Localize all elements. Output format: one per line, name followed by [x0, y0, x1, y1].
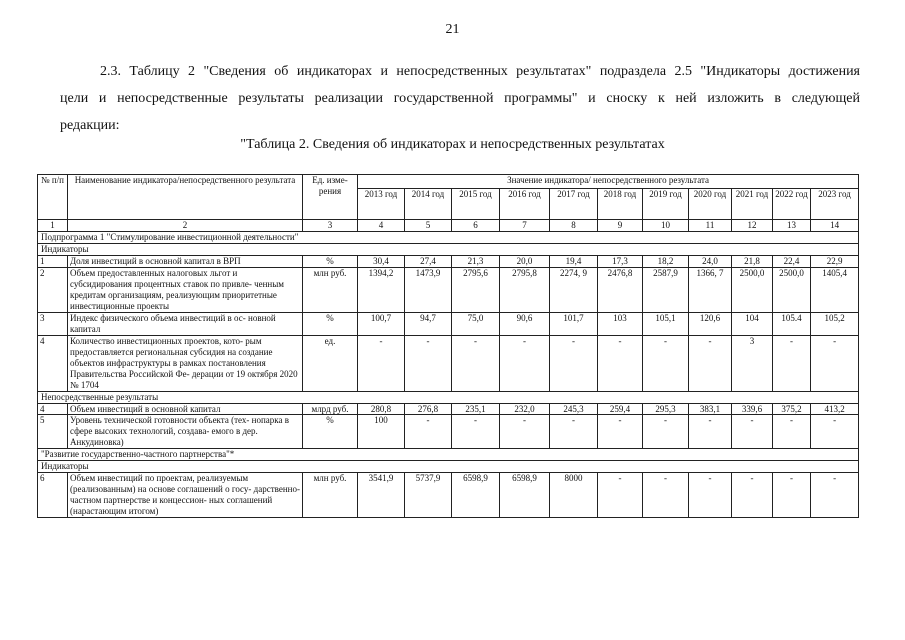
value-cell: -	[550, 415, 598, 449]
col-number: 3	[303, 220, 358, 232]
value-cell: 375,2	[773, 403, 811, 415]
indicator-name: Уровень технической готовности объекта (тех- нопарка в сфере высоких технологий, создава- емого в дер. Анкудиновка)	[68, 415, 303, 449]
indicator-name: Доля инвестиций в основной капитал в ВРП	[68, 255, 303, 267]
value-cell: 94,7	[405, 312, 452, 335]
unit: млн руб.	[303, 473, 358, 518]
value-cell: 3	[732, 335, 773, 391]
value-cell: 413,2	[811, 403, 859, 415]
table-row	[38, 312, 859, 335]
value-cell: 2500,0	[732, 267, 773, 312]
section-row	[38, 231, 859, 243]
section-row	[38, 449, 859, 461]
indicator-name: Объем инвестиций по проектам, реализуемым (реализованным) на основе соглашений о госу- дарственно-частном партнерстве и концессион- ных соглашений (нарастающим итогом)	[68, 473, 303, 518]
row-number: 4	[38, 335, 68, 391]
table-row	[38, 403, 859, 415]
page-number: 21	[445, 22, 460, 37]
year-2017: 2017 год	[550, 189, 598, 220]
value-cell: 2795,6	[452, 267, 500, 312]
value-cell: 2476,8	[598, 267, 643, 312]
value-cell: -	[452, 415, 500, 449]
year-2013: 2013 год	[358, 189, 405, 220]
value-cell: 104	[732, 312, 773, 335]
col-number: 9	[598, 220, 643, 232]
value-cell: 245,3	[550, 403, 598, 415]
col-number: 1	[38, 220, 68, 232]
row-number: 6	[38, 473, 68, 518]
value-cell: 276,8	[405, 403, 452, 415]
header-num: № п/п	[38, 175, 68, 220]
value-cell: 1366, 7	[689, 267, 732, 312]
value-cell: -	[811, 335, 859, 391]
value-cell: 75,0	[452, 312, 500, 335]
indicator-name: Объем предоставленных налоговых льгот и субсидирования процентных ставок по привле- ченным кредитам организациям, реализующим приоритетные инвестиционные проекты	[68, 267, 303, 312]
value-cell: -	[500, 335, 550, 391]
col-number: 14	[811, 220, 859, 232]
section-indicators: Индикаторы	[38, 243, 859, 255]
value-cell: -	[598, 335, 643, 391]
value-cell: -	[598, 415, 643, 449]
unit: ед.	[303, 335, 358, 391]
section-row	[38, 391, 859, 403]
value-cell: 105,2	[811, 312, 859, 335]
value-cell: 21,8	[732, 255, 773, 267]
header-row-1	[38, 175, 859, 189]
unit: млн руб.	[303, 267, 358, 312]
value-cell: 120,6	[689, 312, 732, 335]
section-ppp: "Развитие государственно-частного партнерства"*	[38, 449, 859, 461]
year-2021: 2021 год	[732, 189, 773, 220]
value-cell: -	[773, 335, 811, 391]
row-number: 4	[38, 403, 68, 415]
table-row	[38, 415, 859, 449]
value-cell: 1394,2	[358, 267, 405, 312]
value-cell: 2274, 9	[550, 267, 598, 312]
column-numbers-row	[38, 220, 859, 232]
value-cell: 5737,9	[405, 473, 452, 518]
row-number: 5	[38, 415, 68, 449]
value-cell: -	[732, 473, 773, 518]
value-cell: 21,3	[452, 255, 500, 267]
col-number: 4	[358, 220, 405, 232]
value-cell: -	[811, 473, 859, 518]
intro-paragraph	[60, 58, 860, 139]
indicator-name: Количество инвестиционных проектов, кото- рым предоставляется региональная субсидия на создание объектов инфраструктуры в рамках постановления Правительства Российской Фе- дерации от 19 октября 2020 № 1704	[68, 335, 303, 391]
intro-line-2: цели и непосредственные результаты реализации государственной программы" и сноску к ней изложить в следующей	[60, 91, 860, 106]
value-cell: -	[550, 335, 598, 391]
value-cell: -	[773, 473, 811, 518]
year-2018: 2018 год	[598, 189, 643, 220]
value-cell: 259,4	[598, 403, 643, 415]
value-cell: -	[732, 415, 773, 449]
year-2016: 2016 год	[500, 189, 550, 220]
col-number: 7	[500, 220, 550, 232]
indicator-name: Объем инвестиций в основной капитал	[68, 403, 303, 415]
value-cell: 280,8	[358, 403, 405, 415]
value-cell: -	[405, 415, 452, 449]
value-cell: 100	[358, 415, 405, 449]
value-cell: 19,4	[550, 255, 598, 267]
value-cell: 30,4	[358, 255, 405, 267]
value-cell: 105,1	[643, 312, 689, 335]
indicator-name: Индекс физического объема инвестиций в ос- новной капитал	[68, 312, 303, 335]
value-cell: 6598,9	[500, 473, 550, 518]
value-cell: -	[358, 335, 405, 391]
col-number: 6	[452, 220, 500, 232]
value-cell: -	[773, 415, 811, 449]
section-row	[38, 243, 859, 255]
value-cell: 235,1	[452, 403, 500, 415]
value-cell: 2500,0	[773, 267, 811, 312]
section-subprogram-1: Подпрограмма 1 "Стимулирование инвестиционной деятельности"	[38, 231, 859, 243]
value-cell: 103	[598, 312, 643, 335]
value-cell: -	[689, 335, 732, 391]
section-row	[38, 461, 859, 473]
value-cell: 2587,9	[643, 267, 689, 312]
value-cell: -	[643, 415, 689, 449]
intro-line-3: редакции:	[60, 118, 120, 133]
col-number: 11	[689, 220, 732, 232]
table-caption: "Таблица 2. Сведения об индикаторах и непосредственных результатах	[240, 137, 665, 152]
header-values: Значение индикатора/ непосредственного результата	[358, 175, 859, 189]
value-cell: 383,1	[689, 403, 732, 415]
value-cell: 17,3	[598, 255, 643, 267]
col-number: 8	[550, 220, 598, 232]
header-name: Наименование индикатора/непосредственного результата	[68, 175, 303, 220]
row-number: 1	[38, 255, 68, 267]
value-cell: -	[598, 473, 643, 518]
value-cell: 295,3	[643, 403, 689, 415]
value-cell: 22,4	[773, 255, 811, 267]
value-cell: 100,7	[358, 312, 405, 335]
value-cell: -	[689, 473, 732, 518]
value-cell: -	[643, 473, 689, 518]
table-row	[38, 335, 859, 391]
col-number: 10	[643, 220, 689, 232]
col-number: 2	[68, 220, 303, 232]
value-cell: 6598,9	[452, 473, 500, 518]
value-cell: 24,0	[689, 255, 732, 267]
col-number: 12	[732, 220, 773, 232]
value-cell: -	[689, 415, 732, 449]
header-unit: Ед. изме- рения	[303, 175, 358, 220]
unit: млрд руб.	[303, 403, 358, 415]
year-2020: 2020 год	[689, 189, 732, 220]
year-2015: 2015 год	[452, 189, 500, 220]
indicators-table	[37, 174, 859, 518]
value-cell: 232,0	[500, 403, 550, 415]
section-indicators-2: Индикаторы	[38, 461, 859, 473]
section-direct-results: Непосредственные результаты	[38, 391, 859, 403]
value-cell: 101,7	[550, 312, 598, 335]
unit: %	[303, 312, 358, 335]
year-2023: 2023 год	[811, 189, 859, 220]
row-number: 2	[38, 267, 68, 312]
value-cell: -	[500, 415, 550, 449]
value-cell: 20,0	[500, 255, 550, 267]
value-cell: 339,6	[732, 403, 773, 415]
value-cell: -	[452, 335, 500, 391]
value-cell: 2795,8	[500, 267, 550, 312]
value-cell: -	[811, 415, 859, 449]
col-number: 5	[405, 220, 452, 232]
value-cell: 1473,9	[405, 267, 452, 312]
value-cell: 22,9	[811, 255, 859, 267]
value-cell: 105.4	[773, 312, 811, 335]
value-cell: 90,6	[500, 312, 550, 335]
value-cell: 1405,4	[811, 267, 859, 312]
table-row	[38, 267, 859, 312]
intro-line-1: 2.3. Таблицу 2 "Сведения об индикаторах и непосредственных результатах" подраздела 2.5 "Индикаторы достижения	[100, 64, 860, 79]
value-cell: -	[405, 335, 452, 391]
unit: %	[303, 415, 358, 449]
col-number: 13	[773, 220, 811, 232]
year-2022: 2022 год	[773, 189, 811, 220]
table-row	[38, 473, 859, 518]
value-cell: 8000	[550, 473, 598, 518]
value-cell: 3541,9	[358, 473, 405, 518]
value-cell: -	[643, 335, 689, 391]
row-number: 3	[38, 312, 68, 335]
year-2019: 2019 год	[643, 189, 689, 220]
year-2014: 2014 год	[405, 189, 452, 220]
table-row	[38, 255, 859, 267]
unit: %	[303, 255, 358, 267]
value-cell: 27,4	[405, 255, 452, 267]
value-cell: 18,2	[643, 255, 689, 267]
